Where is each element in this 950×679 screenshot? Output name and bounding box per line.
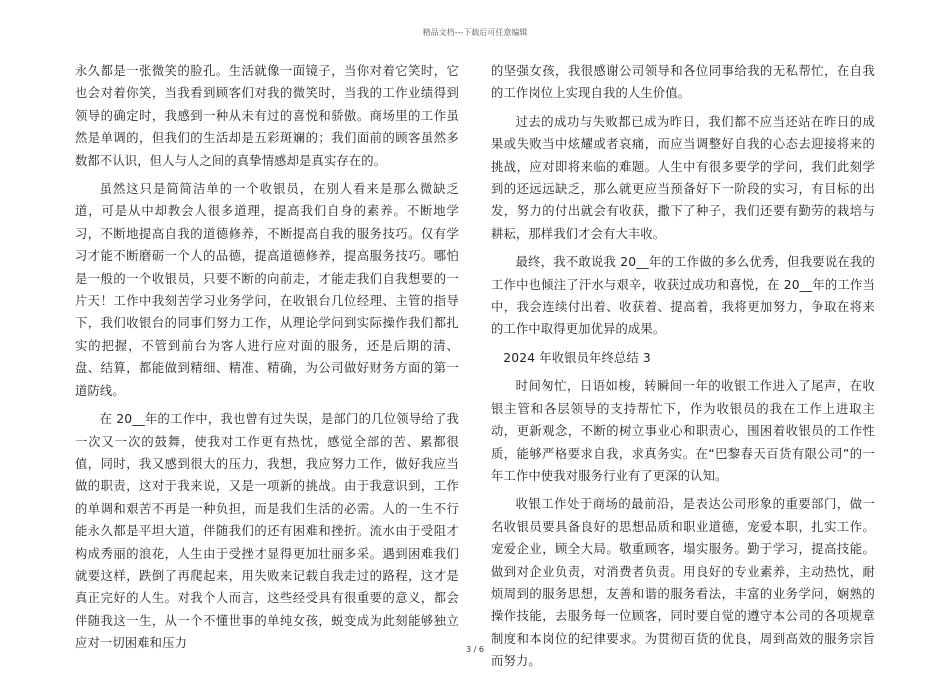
- left-column: [75, 60, 459, 661]
- paragraph: 时间匆忙，日语如梭，转瞬间一年的收银工作进入了尾声，在收银主管和各层领导的支持帮忙下，作为收银员的我在工作上进取主动，更新观念，不断的树立事业心和职责心，围困着收银员的工作性质，能够严格要求自我，求真务实。在“巴黎春天百货有限公司”的一年工作中使我对服务行业有了更深的认知。: [491, 379, 875, 483]
- paragraph: 最终，我不敢说我 20__年的工作做的多么优秀，但我要说在我的工作中也倾注了汗水与艰辛，收获过成功和喜悦，在 20__年的工作当中，我会连续付出着、收获着、提高着，我将更加努力，争取在将来的工作中取得更加优异的成果。: [491, 255, 875, 337]
- paragraph: 虽然这只是简简洁单的一个收银员，在别人看来是那么微缺乏道，可是从中却教会人很多道理，提高我们自身的素养。不断地学习，不断地提高自我的道德修养，不断提高自我的服务技巧。仅有学习才能不断磨砺一个人的品德，提高道德修养，提高服务技巧。哪怕是一般的一个收银员，只要不断的向前走，才能走我们自我想要的一片天！工作中我刻苦学习业务学问，在收银台几位经理、主管的指导下，我们收银台的同事们努力工作，从理论学问到实际操作我们都扎实的把握，不管到前台为客人进行应对面的服务，还是后期的清、盘、结算，都能做到精细、精准、精确，为公司做好财务方面的第一道防线。: [75, 182, 459, 398]
- page-header: 精品文档---下载后可任意编辑: [422, 28, 528, 37]
- right-column: [491, 60, 875, 679]
- paragraph: 永久都是一张微笑的脸孔。生活就像一面镜子，当你对着它笑时，它也会对着你笑，当我看到顾客们对我的微笑时，当我的工作业绩得到领导的确定时，我感到一种从未有过的喜悦和骄傲。商场里的工作虽然是单调的，但我们的生活却是五彩斑斓的；我们面前的顾客虽然多数都不认识，但人与人之间的真挚情感却是真实存在的。: [75, 64, 459, 168]
- paragraph: 在 20__年的工作中，我也曾有过失误，是部门的几位领导给了我一次又一次的鼓舞，使我对工作更有热忱，感觉全部的苦、累都很值，同时，我又感到很大的压力，我想，我应努力工作，做好我应当做的职责，这对于我来说，又是一项新的挑战。由于我意识到，工作的单调和艰苦不再是一种负担，而是我们生活的必需。人的一生不行能永久都是平坦大道，伴随我们的还有困难和挫折。流水由于受阻才构成秀丽的浪花，人生由于受挫才显得更加壮丽多采。遇到困难我们就要这样，跌倒了再爬起来，用失败来记载自我走过的路程，这才是真正完好的人生。对我个人而言，这些经受具有很重要的意义，都会伴随我这一生，从一个不懂世事的单纯女孩，蜕变成为此刻能够独立应对一切困难和压力: [75, 412, 459, 651]
- section-heading: 2024 年收银员年终总结 3: [503, 350, 651, 365]
- paragraph: 过去的成功与失败都已成为昨日，我们都不应当还站在昨日的成果或失败当中炫耀或者哀痛，而应当调整好自我的心态去迎接将来的挑战，应对即将来临的难题。人生中有很多要学的学问，我们此刻学到的还远远缺乏，那么就更应当预备好下一阶段的实习，有目标的出发，努力的付出就会有收获，撒下了种子，我们还要有勤劳的栽培与耕耘，那样我们才会有大丰收。: [491, 114, 875, 241]
- paragraph: 的坚强女孩，我很感谢公司领导和各位同事给我的无私帮忙，在自我的工作岗位上实现自我的人生价值。: [491, 64, 875, 101]
- page-number: 3 / 6: [466, 645, 484, 654]
- paragraph: 收银工作处于商场的最前沿，是表达公司形象的重要部门，做一名收银员要具备良好的思想品质和职业道德，宠爱本职，扎实工作。宠爱企业，顾全大局。敬重顾客，塌实服务。勤于学习，提高技能。做到对企业负责，对消费者负责。用良好的专业素养，主动热忱，耐烦周到的服务思想，友善和谐的服务看法，丰富的业务学问，娴熟的操作技能，去服务每一位顾客，同时要自觉的遵守本公司的各项规章制度和本岗位的纪律要求。为贯彻百货的优良，周到高效的服务宗旨而努力。: [491, 497, 875, 669]
